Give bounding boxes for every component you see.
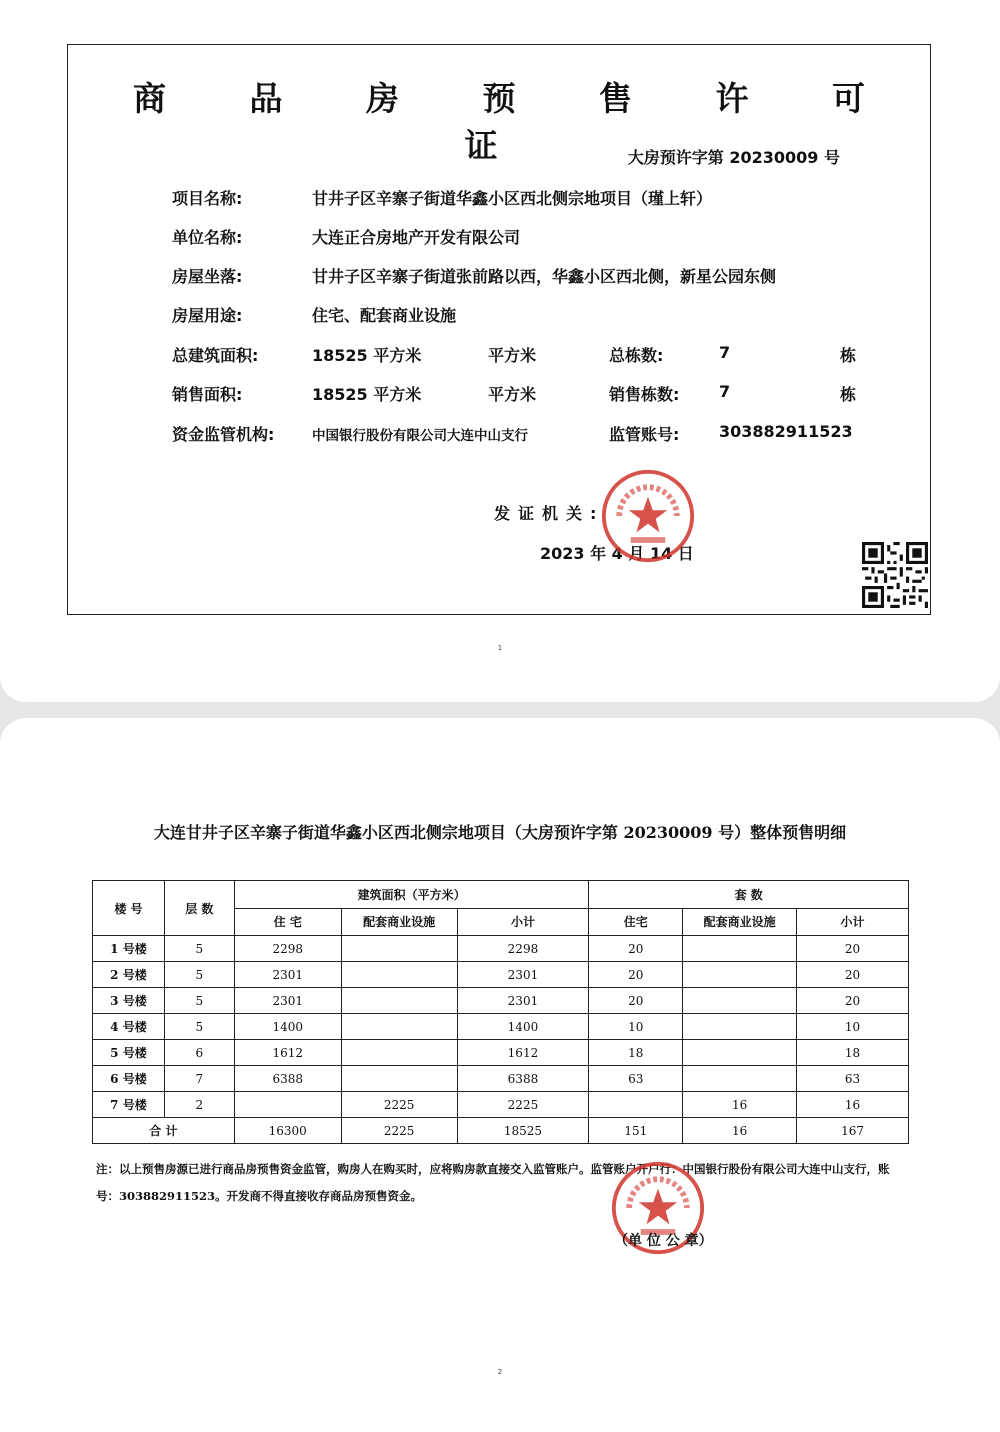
cell-area-com [341,936,457,962]
cell-units-com [683,936,797,962]
certificate-frame [67,44,931,615]
header-units-group: 套 数 [589,881,909,909]
header-building: 楼 号 [93,881,165,936]
detail-page [0,718,1000,1432]
field-company-name [172,225,520,248]
account-label: 监管账号: [609,425,680,444]
cell-units-sub: 63 [797,1066,909,1092]
total-area-unit: 平方米 [488,346,537,365]
cell-area-com [341,1066,457,1092]
total-area-value: 18525 平方米 [312,346,422,365]
cell-units-sub: 20 [797,936,909,962]
field-usage [172,303,456,326]
cell-area-res: 2298 [234,936,341,962]
issuer-label: 发证机关: [494,504,605,523]
table-row [93,1040,909,1066]
field-value: 甘井子区辛寨子街道华鑫小区西北侧宗地项目（瑾上轩） [312,189,713,208]
cell-units-res: 20 [589,962,683,988]
cell-units-res: 20 [589,988,683,1014]
cell-building: 1 号楼 [93,936,165,962]
field-location [172,264,776,287]
header-area-subtotal: 小计 [457,908,589,936]
field-value: 大连正合房地产开发有限公司 [312,228,521,247]
field-label: 项目名称: [172,189,243,208]
cell-area-res: 2301 [234,988,341,1014]
cell-units-sub: 18 [797,1040,909,1066]
cell-units-com [683,1066,797,1092]
cell-area-sub: 1400 [457,1014,589,1040]
sale-buildings-label: 销售栋数: [609,385,680,404]
cell-area-sub: 1612 [457,1040,589,1066]
cell-units-com [683,988,797,1014]
qr-code-icon [860,542,930,608]
cell-area-com [341,962,457,988]
official-seal-icon [600,468,696,564]
cell-area-sub: 2301 [457,988,589,1014]
certificate-page [0,0,1000,702]
certificate-title: 商 品 房 预 售 许 可 证 [133,79,901,165]
cell-floors: 2 [164,1092,234,1118]
cell-floors: 5 [164,1014,234,1040]
total-buildings-value: 7 [719,343,731,362]
sale-buildings-value: 7 [719,382,731,401]
presale-detail-table [92,880,909,1144]
detail-title: 大连甘井子区辛寨子街道华鑫小区西北侧宗地项目（大房预许字第 20230009 号）整体预售明细 [153,823,847,842]
cell-total-units-res: 151 [589,1118,683,1144]
total-area-label: 总建筑面积: [172,346,259,365]
fund-value: 中国银行股份有限公司大连中山支行 [312,428,528,444]
header-area-residential: 住 宅 [234,908,341,936]
table-row [93,1092,909,1118]
issue-date: 2023 年 4 月 14 日 [540,544,694,563]
sale-buildings-unit: 栋 [840,385,857,404]
cell-building: 2 号楼 [93,962,165,988]
cell-total-area-res: 16300 [234,1118,341,1144]
header-area-commercial: 配套商业设施 [341,908,457,936]
cell-building: 3 号楼 [93,988,165,1014]
sale-area-unit: 平方米 [488,385,537,404]
cell-building: 4 号楼 [93,1014,165,1040]
field-value: 甘井子区辛寨子街道张前路以西，华鑫小区西北侧，新星公园东侧 [312,267,777,286]
cell-area-sub: 6388 [457,1066,589,1092]
cell-area-res: 6388 [234,1066,341,1092]
cell-total-label: 合 计 [93,1118,235,1144]
cell-total-units-com: 16 [683,1118,797,1144]
cell-floors: 5 [164,936,234,962]
cell-units-res: 10 [589,1014,683,1040]
page-number: 1 [497,644,503,652]
table-row [93,1014,909,1040]
sale-area-label: 销售面积: [172,385,243,404]
cell-total-units-sub: 167 [797,1118,909,1144]
field-label: 单位名称: [172,228,243,247]
field-label: 房屋用途: [172,306,243,325]
cell-units-com [683,1014,797,1040]
sale-area-value: 18525 平方米 [312,385,422,404]
field-label: 房屋坐落: [172,267,243,286]
cell-area-com: 2225 [341,1092,457,1118]
table-total-row [93,1118,909,1144]
cell-building: 7 号楼 [93,1092,165,1118]
unit-seal-label: （单 位 公 章） [614,1233,713,1249]
cell-area-res: 1612 [234,1040,341,1066]
cell-floors: 6 [164,1040,234,1066]
cell-units-com [683,962,797,988]
total-buildings-label: 总栋数: [609,346,664,365]
cell-area-com [341,988,457,1014]
table-row [93,962,909,988]
header-units-residential: 住宅 [589,908,683,936]
cell-floors: 5 [164,988,234,1014]
cell-units-sub: 10 [797,1014,909,1040]
table-row [93,1066,909,1092]
table-header-row [93,881,909,909]
cell-area-sub: 2225 [457,1092,589,1118]
header-units-subtotal: 小计 [797,908,909,936]
cell-units-sub: 20 [797,962,909,988]
cell-area-com [341,1014,457,1040]
total-buildings-unit: 栋 [840,346,857,365]
cell-area-sub: 2301 [457,962,589,988]
account-value: 303882911523 [719,422,853,441]
cell-units-res [589,1092,683,1118]
cell-area-sub: 2298 [457,936,589,962]
cell-floors: 5 [164,962,234,988]
cell-total-area-sub: 18525 [457,1118,589,1144]
note-text: 注：以上预售房源已进行商品房预售资金监管，购房人在购买时，应将购房款直接交入监管账户。监管账户开户行：中国银行股份有限公司大连中山支行，账号：303882911523。开发商不得直接收存商品房预售资金。 [96,1162,890,1203]
cell-units-sub: 16 [797,1092,909,1118]
header-floors: 层 数 [164,881,234,936]
header-area-group: 建筑面积（平方米） [234,881,589,909]
cell-units-res: 63 [589,1066,683,1092]
cell-building: 6 号楼 [93,1066,165,1092]
cell-units-res: 20 [589,936,683,962]
cell-total-area-com: 2225 [341,1118,457,1144]
header-units-commercial: 配套商业设施 [683,908,797,936]
cell-units-res: 18 [589,1040,683,1066]
cell-area-res: 1400 [234,1014,341,1040]
cell-area-res: 2301 [234,962,341,988]
table-row [93,936,909,962]
cell-area-res [234,1092,341,1118]
cell-units-sub: 20 [797,988,909,1014]
field-project-name [172,186,712,209]
field-value: 住宅、配套商业设施 [312,306,457,325]
cell-floors: 7 [164,1066,234,1092]
fund-label: 资金监管机构: [172,425,275,444]
cell-area-com [341,1040,457,1066]
permit-number: 大房预许字第 20230009 号 [627,148,840,167]
cell-building: 5 号楼 [93,1040,165,1066]
page-number: 2 [497,1368,503,1376]
table-row [93,988,909,1014]
cell-units-com [683,1040,797,1066]
cell-units-com: 16 [683,1092,797,1118]
